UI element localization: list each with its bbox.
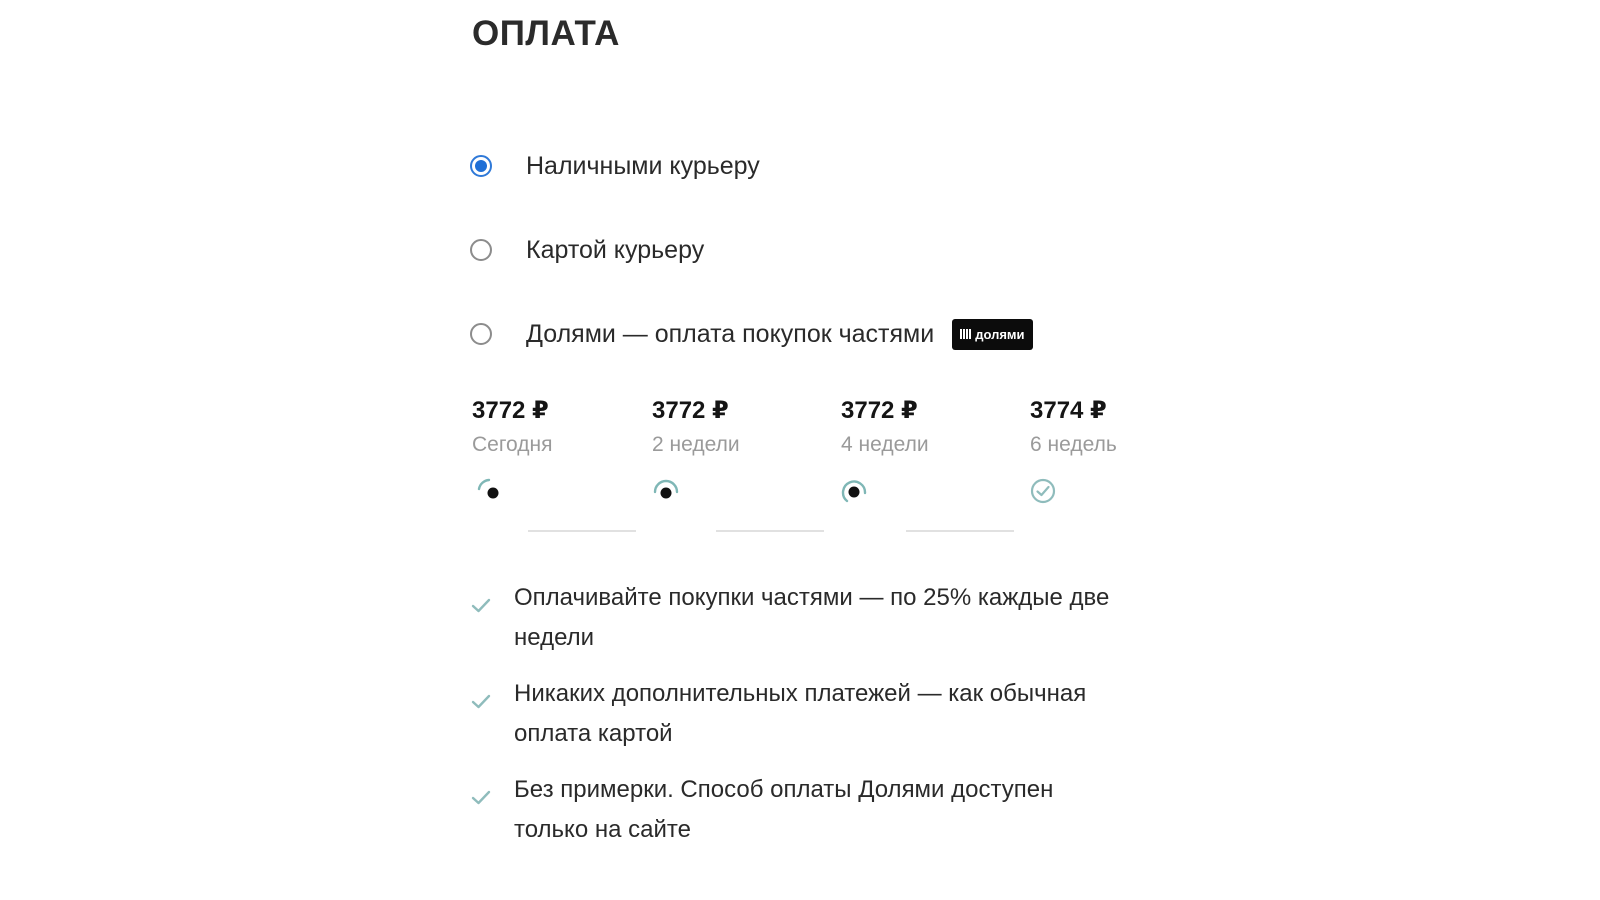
dolyami-logo-badge — [952, 319, 1032, 350]
installment-amount: 3772 ₽ — [472, 397, 549, 424]
installment-date: Сегодня — [472, 433, 553, 456]
progress-three-quarter-icon — [841, 478, 867, 504]
benefit-text: Никаких дополнительных платежей — как обычная оплата картой — [514, 680, 1087, 747]
installment-amount: 3774 ₽ — [1030, 397, 1107, 424]
radio-card[interactable] — [470, 239, 492, 261]
installment-4-weeks — [841, 396, 929, 457]
timeline-connector — [528, 530, 636, 532]
installment-date: 6 недель — [1030, 433, 1117, 456]
check-circle-icon — [1030, 478, 1056, 504]
badge-text: долями — [975, 326, 1025, 342]
payment-option-installments[interactable] — [470, 314, 1033, 354]
check-icon — [470, 595, 492, 617]
installment-amount: 3772 ₽ — [652, 397, 729, 424]
radio-cash[interactable] — [470, 155, 492, 177]
payment-option-label: Картой курьеру — [526, 235, 705, 264]
installment-6-weeks — [1030, 396, 1117, 457]
check-icon — [470, 787, 492, 809]
timeline-connector — [906, 530, 1014, 532]
check-icon — [470, 691, 492, 713]
payment-option-label: Долями — оплата покупок частями — [526, 319, 935, 348]
benefit-item — [470, 578, 1114, 658]
installment-today — [472, 396, 552, 457]
payment-option-cash[interactable] — [470, 146, 760, 186]
installment-date: 2 недели — [652, 433, 740, 456]
bars-logo-icon — [960, 329, 971, 339]
progress-quarter-icon — [476, 478, 502, 504]
installment-2-weeks — [652, 396, 740, 457]
timeline-connector — [716, 530, 824, 532]
benefit-item — [470, 770, 1114, 850]
benefit-text: Без примерки. Способ оплаты Долями доступен только на сайте — [514, 776, 1054, 843]
installment-amount: 3772 ₽ — [841, 397, 918, 424]
progress-half-icon — [653, 478, 679, 504]
payment-option-label: Наличными курьеру — [526, 151, 760, 180]
benefit-item — [470, 674, 1114, 754]
section-title: ОПЛАТА — [472, 14, 620, 53]
benefit-text: Оплачивайте покупки частями — по 25% каждые две недели — [514, 584, 1110, 651]
radio-installments[interactable] — [470, 323, 492, 345]
installment-date: 4 недели — [841, 433, 929, 456]
payment-option-card[interactable] — [470, 230, 704, 270]
